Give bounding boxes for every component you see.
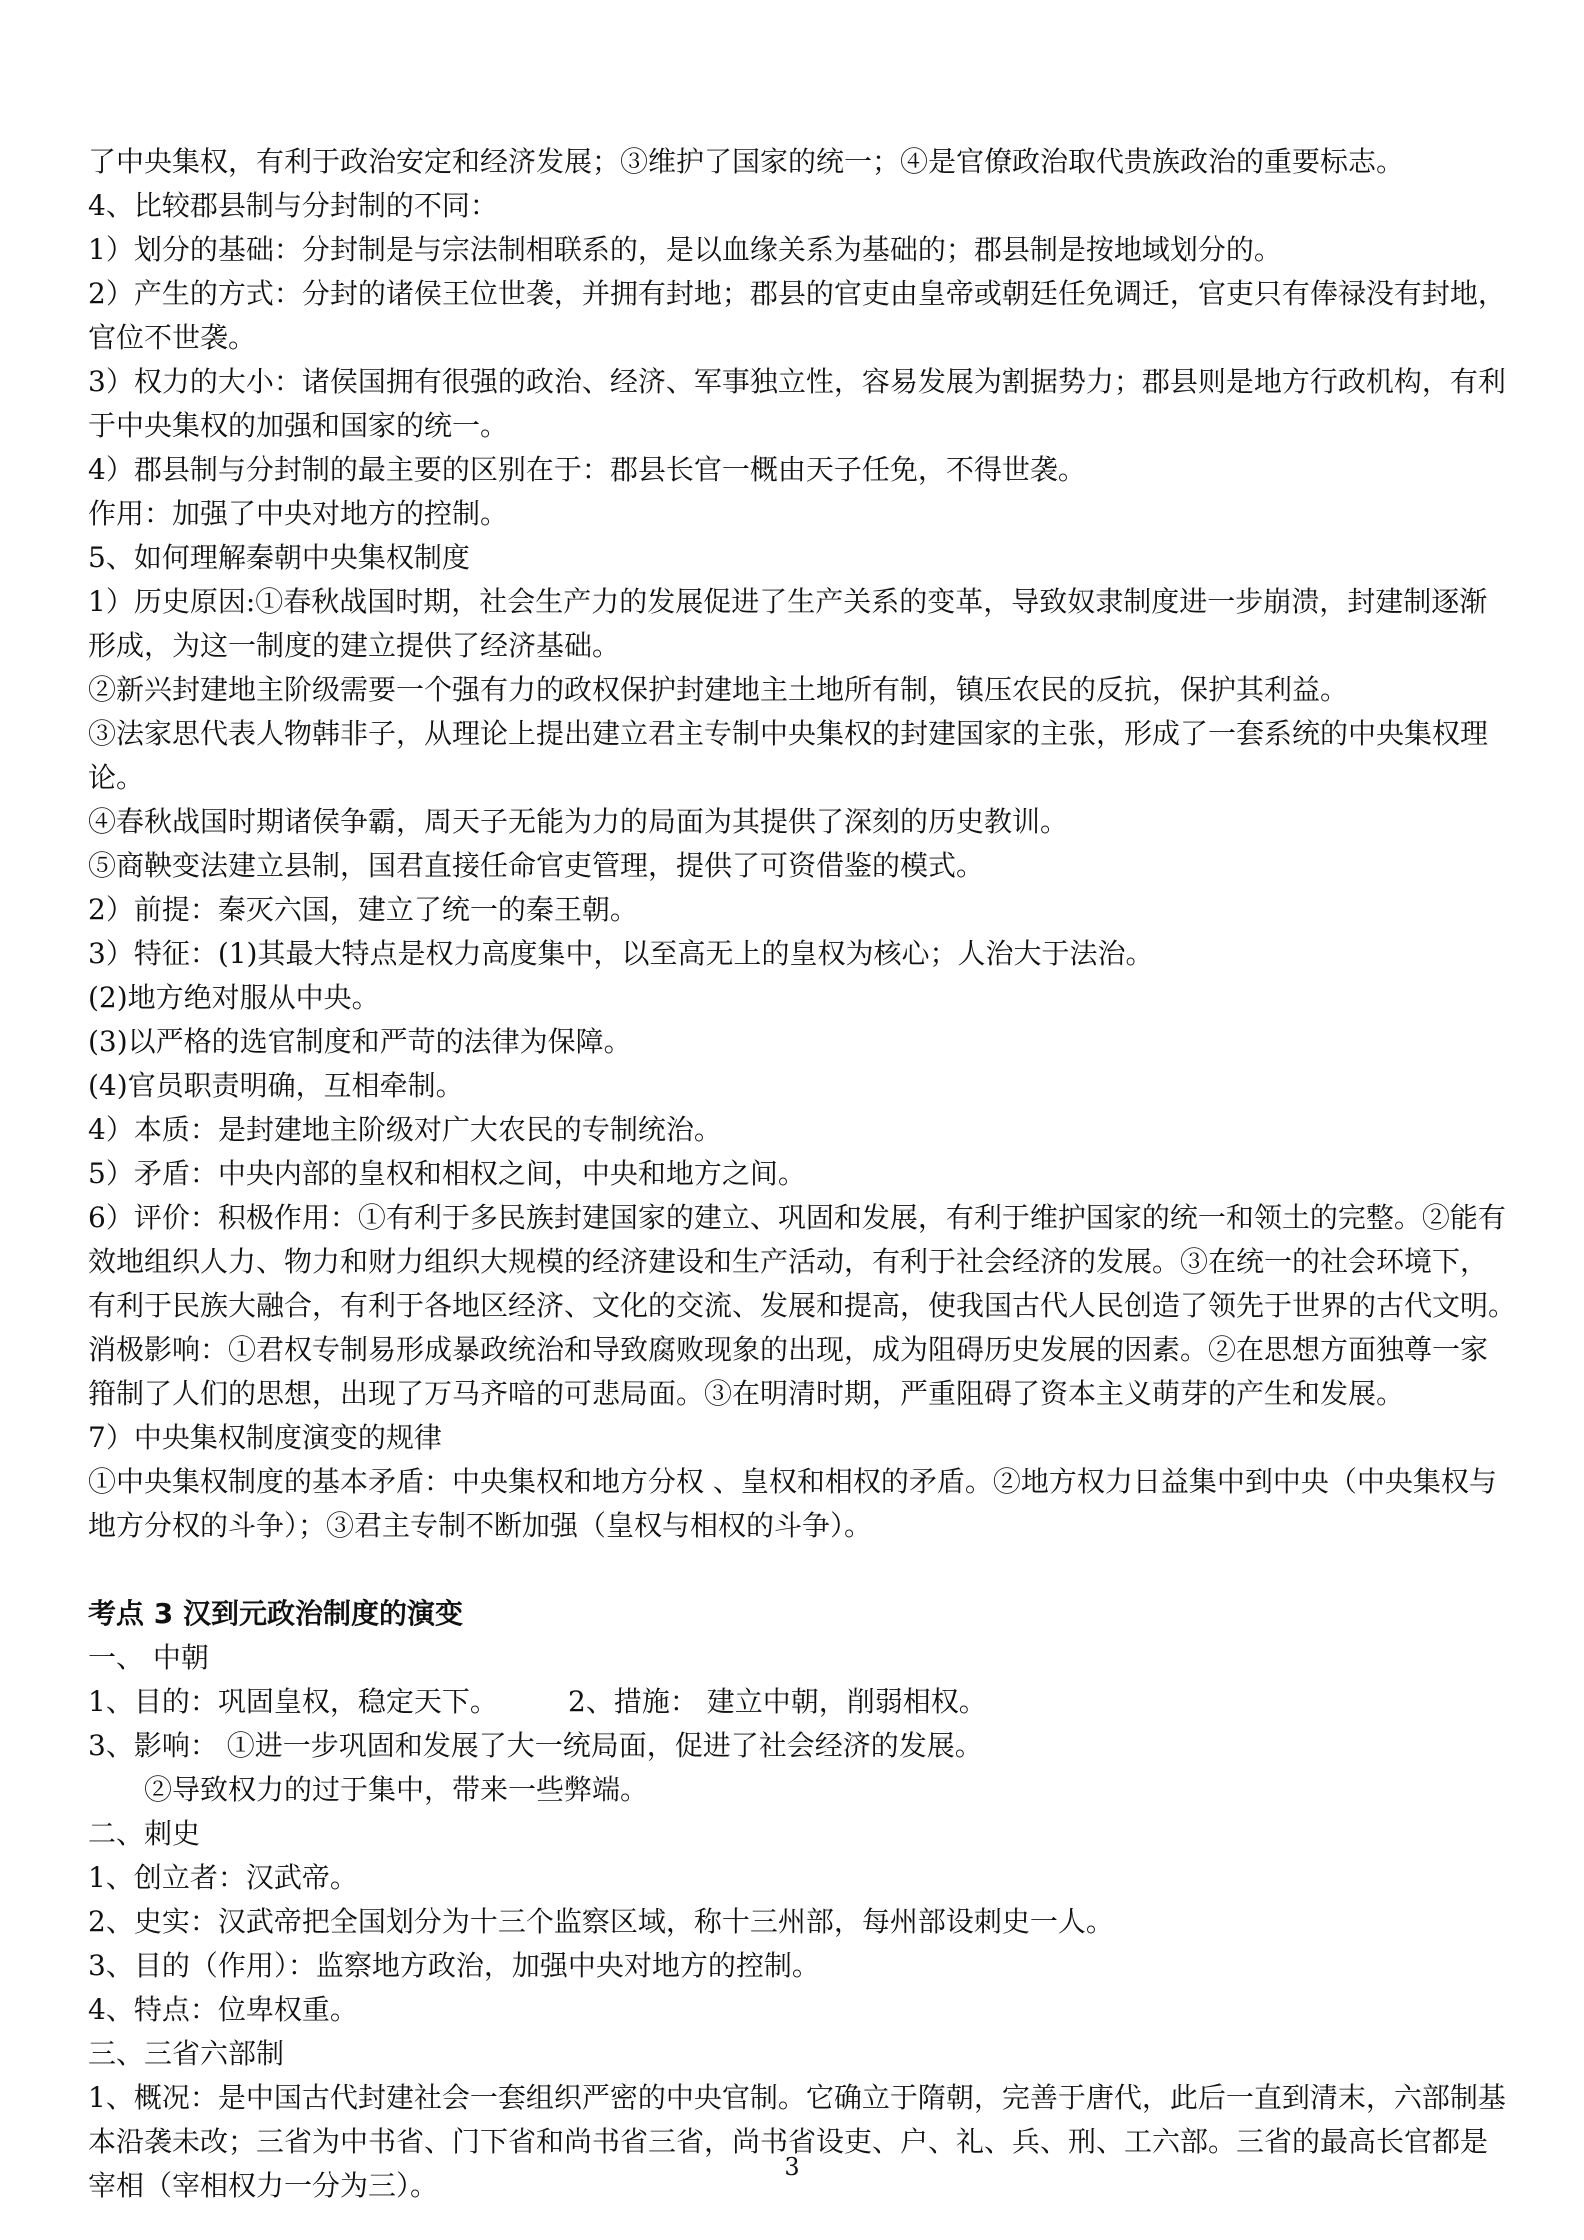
document-body: [88, 140, 1517, 2208]
text-line: 论。: [88, 761, 145, 794]
text-line: 3、目的（作用）：监察地方政治，加强中央对地方的控制。: [88, 1949, 820, 1982]
text-line: 4、比较郡县制与分封制的不同：: [88, 189, 498, 222]
subsection-title: 一、 中朝: [88, 1641, 209, 1674]
text-line: 作用：加强了中央对地方的控制。: [88, 497, 509, 530]
text-line: 形成，为这一制度的建立提供了经济基础。: [88, 629, 621, 662]
text-line: 5、如何理解秦朝中央集权制度: [88, 541, 470, 574]
text-line: 1）历史原因:①春秋战国时期，社会生产力的发展促进了生产关系的变革，导致奴隶制度进一步崩溃，封建制逐渐: [88, 585, 1488, 618]
text-line: (2)地方绝对服从中央。: [88, 981, 380, 1014]
text-line: ②新兴封建地主阶级需要一个强有力的政权保护封建地主土地所有制，镇压农民的反抗，保护其利益。: [88, 673, 1349, 706]
text-line: 于中央集权的加强和国家的统一。: [88, 409, 509, 442]
text-line: 宰相（宰相权力一分为三）。: [88, 2169, 439, 2202]
two-column-row: [88, 1680, 1504, 1724]
text-line: ③法家思代表人物韩非子，从理论上提出建立君主专制中央集权的封建国家的主张，形成了一套系统的中央集权理: [88, 717, 1489, 750]
text-line: (4)官员职责明确，互相牵制。: [88, 1069, 464, 1102]
text-line: 1、创立者：汉武帝。: [88, 1861, 358, 1894]
text-line: 3）特征：(1)其最大特点是权力高度集中，以至高无上的皇权为核心；人治大于法治。: [88, 937, 1154, 970]
measure-text: 2、措施： 建立中朝，削弱相权。: [568, 1685, 987, 1718]
text-line: ②导致权力的过于集中，带来一些弊端。: [144, 1773, 649, 1806]
text-line: 7）中央集权制度演变的规律: [88, 1421, 442, 1454]
text-line: 4）郡县制与分封制的最主要的区别在于：郡县长官一概由天子任免，不得世袭。: [88, 453, 1086, 486]
text-line: ④春秋战国时期诸侯争霸，周天子无能为力的局面为其提供了深刻的历史教训。: [88, 805, 1069, 838]
subsection-title: 三、三省六部制: [88, 2037, 285, 2070]
text-line: 箝制了人们的思想，出现了万马齐喑的可悲局面。③在明清时期，严重阻碍了资本主义萌芽的产生和发展。: [88, 1377, 1405, 1410]
text-line: 2）产生的方式：分封的诸侯王位世袭，并拥有封地；郡县的官吏由皇帝或朝廷任免调迁，官吏只有俸禄没有封地，: [88, 277, 1506, 310]
text-line: 6）评价：积极作用：①有利于多民族封建国家的建立、巩固和发展，有利于维护国家的统一和领土的完整。②能有: [88, 1201, 1506, 1234]
text-line: (3)以严格的选官制度和严苛的法律为保障。: [88, 1025, 632, 1058]
text-line: 4）本质：是封建地主阶级对广大农民的专制统治。: [88, 1113, 722, 1146]
text-line: 2）前提：秦灭六国，建立了统一的秦王朝。: [88, 893, 638, 926]
text-line: 1、概况：是中国古代封建社会一套组织严密的中央官制。它确立于隋朝，完善于唐代，此后一直到清末，六部制基: [88, 2081, 1506, 2114]
text-line: 消极影响：①君权专制易形成暴政统治和导致腐败现象的出现，成为阻碍历史发展的因素。②在思想方面独尊一家: [88, 1333, 1489, 1366]
text-line: 1）划分的基础：分封制是与宗法制相联系的，是以血缘关系为基础的；郡县制是按地域划分的。: [88, 233, 1282, 266]
text-line: 效地组织人力、物力和财力组织大规模的经济建设和生产活动，有利于社会经济的发展。③在统一的社会环境下，: [88, 1245, 1489, 1278]
text-line: 了中央集权，有利于政治安定和经济发展；③维护了国家的统一；④是官僚政治取代贵族政治的重要标志。: [88, 145, 1405, 178]
section-gap: [88, 1548, 1504, 1592]
subsection-title: 二、刺史: [88, 1817, 201, 1850]
text-line: 2、史实：汉武帝把全国划分为十三个监察区域，称十三州部，每州部设刺史一人。: [88, 1905, 1114, 1938]
text-line: ⑤商鞅变法建立县制，国君直接任命官吏管理，提供了可资借鉴的模式。: [88, 849, 985, 882]
text-line: 5）矛盾：中央内部的皇权和相权之间，中央和地方之间。: [88, 1157, 806, 1190]
text-line: 有利于民族大融合，有利于各地区经济、文化的交流、发展和提高，使我国古代人民创造了领先于世界的古代文明。: [88, 1289, 1517, 1322]
text-line: 4、特点：位卑权重。: [88, 1993, 358, 2026]
text-line: 3）权力的大小：诸侯国拥有很强的政治、经济、军事独立性，容易发展为割据势力；郡县则是地方行政机构，有利: [88, 365, 1506, 398]
purpose-text: 1、目的：巩固皇权，稳定天下。: [88, 1685, 498, 1718]
text-line: 官位不世袭。: [88, 321, 257, 354]
text-line: 地方分权的斗争）；③君主专制不断加强（皇权与相权的斗争）。: [88, 1509, 873, 1542]
section-heading: 考点 3 汉到元政治制度的演变: [88, 1597, 463, 1630]
text-line: ①中央集权制度的基本矛盾：中央集权和地方分权 、皇权和相权的矛盾。②地方权力日益集中到中央（中央集权与: [88, 1465, 1497, 1498]
text-line: 3、影响： ①进一步巩固和发展了大一统局面，促进了社会经济的发展。: [88, 1729, 983, 1762]
text-line: 本沿袭未改；三省为中书省、门下省和尚书省三省，尚书省设吏、户、礼、兵、刑、工六部。三省的最高长官都是: [88, 2125, 1489, 2158]
page-number: 3: [784, 2153, 800, 2181]
